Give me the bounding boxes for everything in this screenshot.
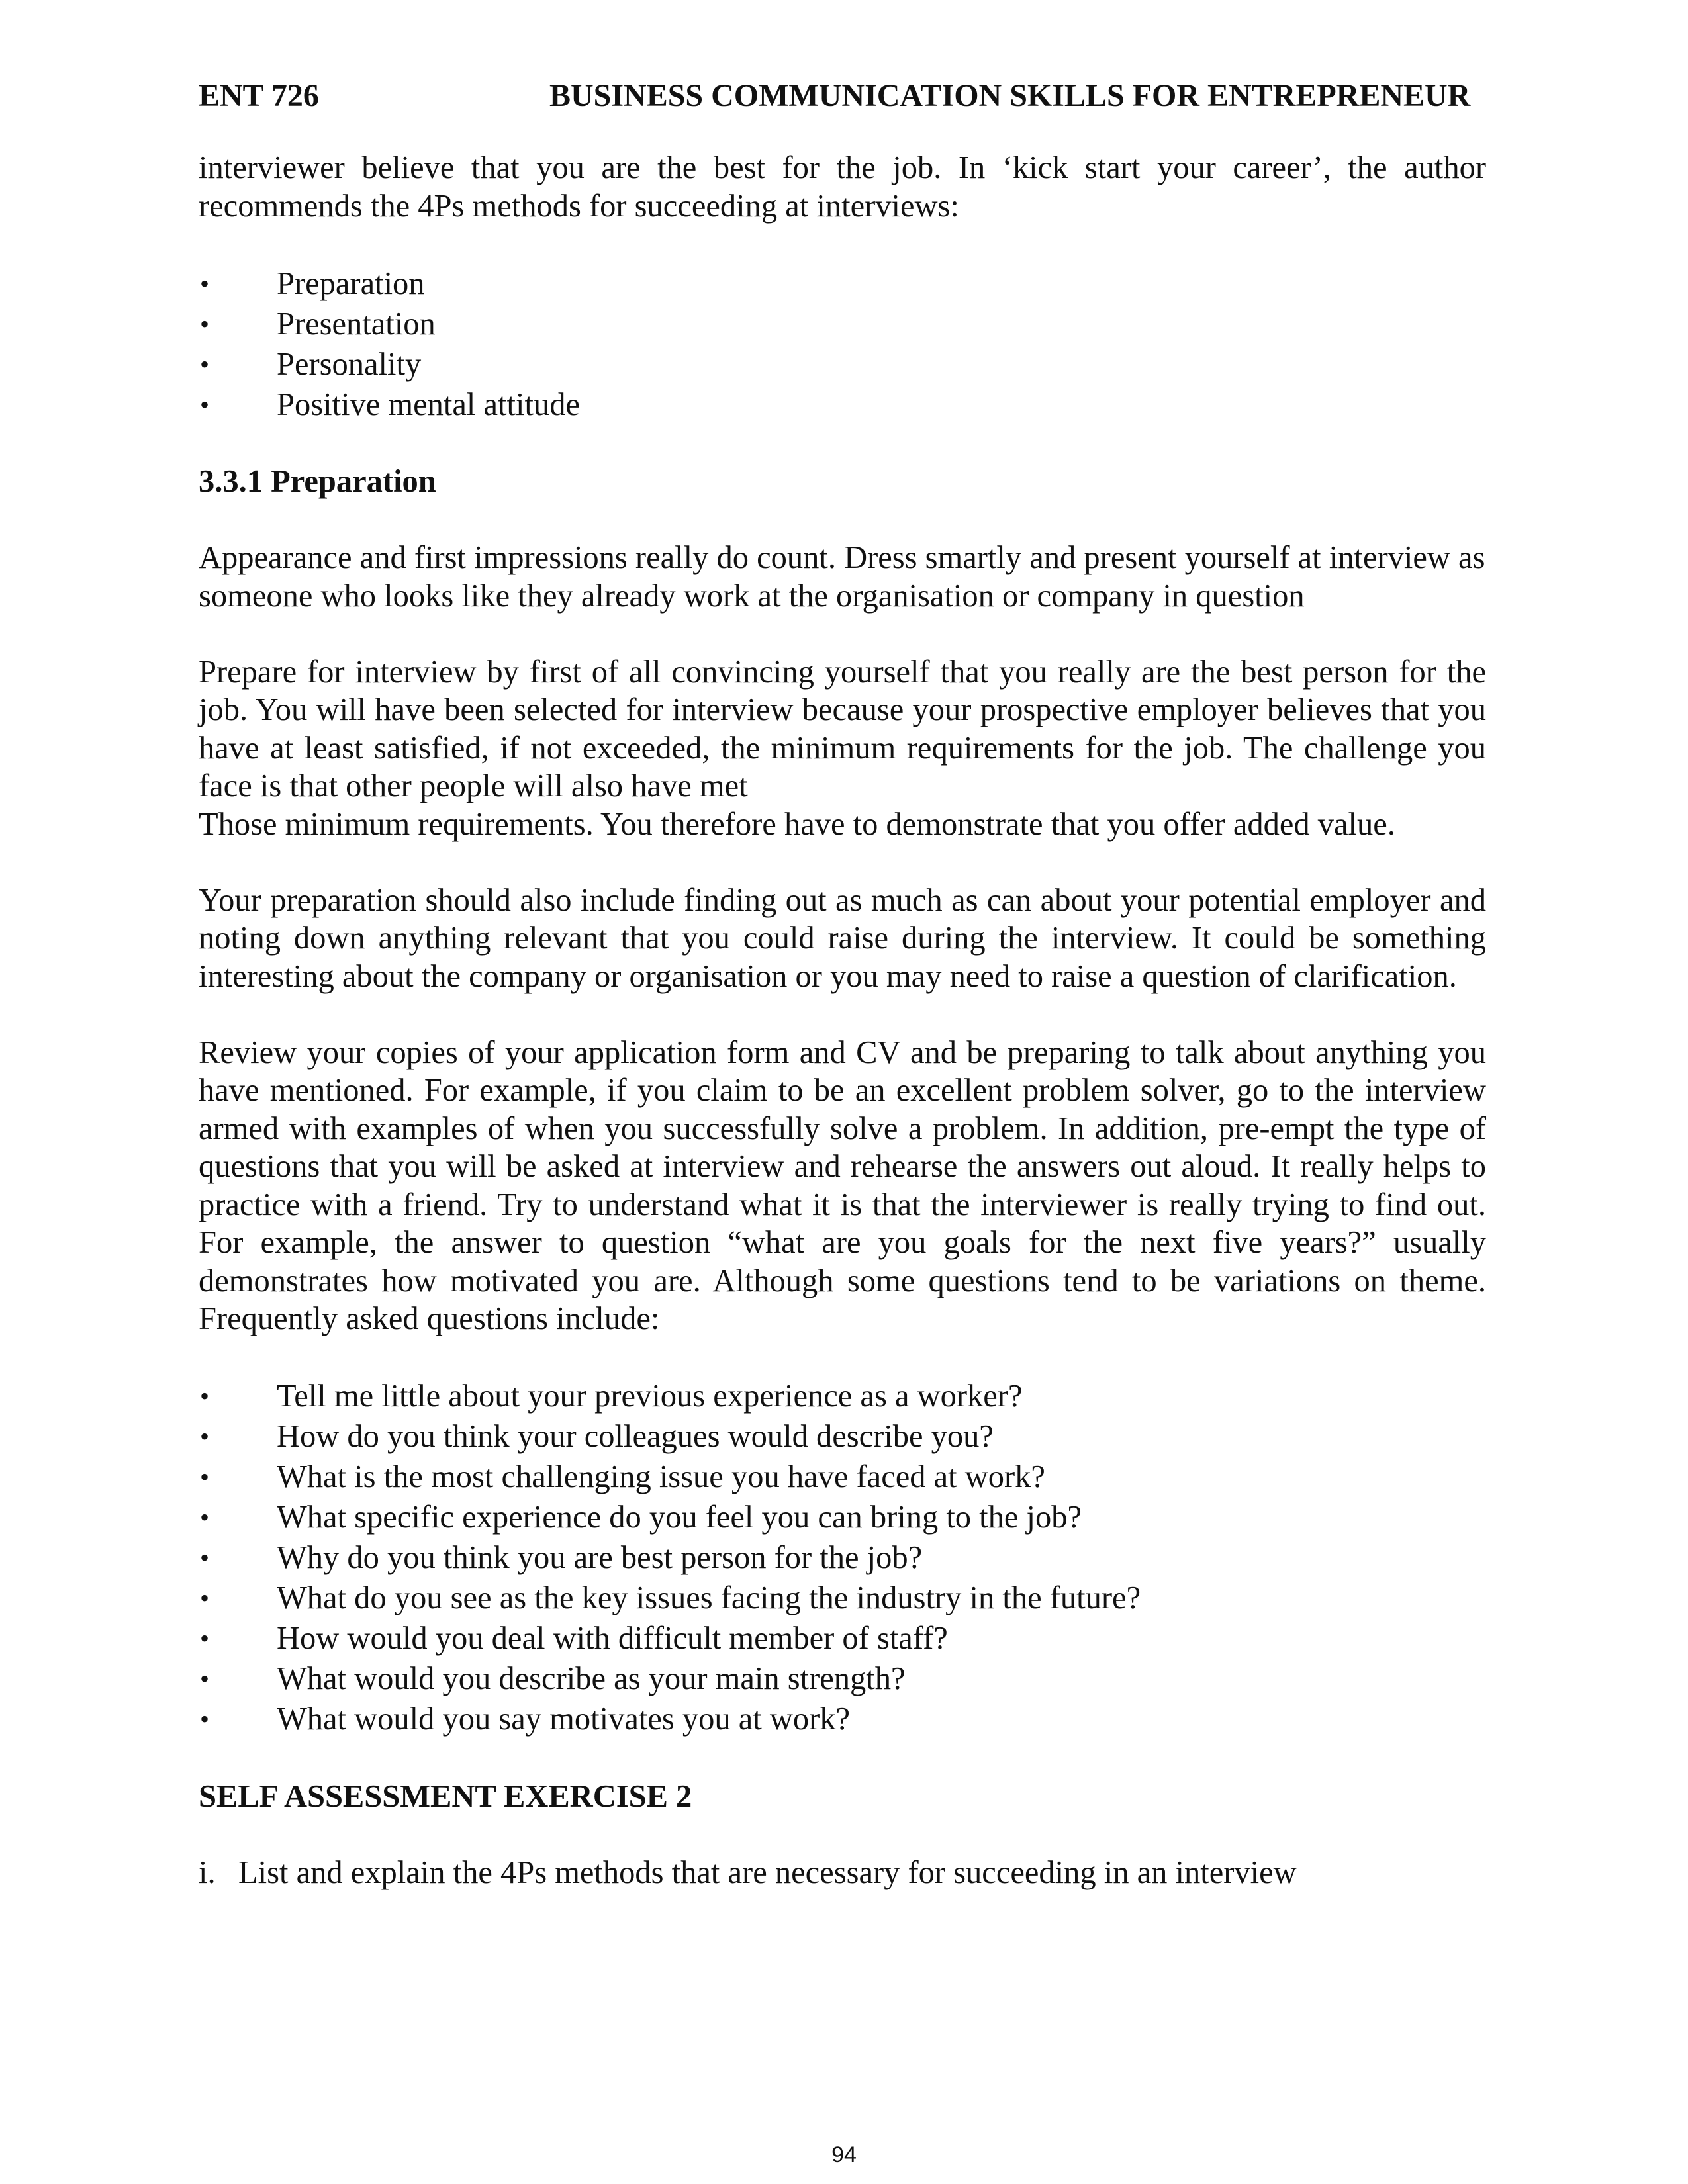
exercise-heading: SELF ASSESSMENT EXERCISE 2 xyxy=(199,1778,692,1814)
course-title: BUSINESS COMMUNICATION SKILLS FOR ENTREPRENEUR xyxy=(549,78,1471,113)
bullet-icon: • xyxy=(200,1502,210,1532)
section-heading: 3.3.1 Preparation xyxy=(199,464,436,499)
bullet-icon: • xyxy=(200,1462,210,1492)
intro-paragraph: interviewer believe that you are the best for the job. In ‘kick start your career’, the author recommends the 4Ps methods for succeeding at interviews: xyxy=(199,150,1486,224)
exercise-item-number: i. xyxy=(199,1854,216,1890)
list-item: • What specific experience do you feel you can bring to the job? xyxy=(199,1497,1486,1537)
list-item: • Presentation xyxy=(199,304,1486,344)
bullet-icon: • xyxy=(200,308,210,339)
bullet-icon: • xyxy=(200,268,210,298)
bullet-icon: • xyxy=(200,1704,210,1734)
bullet-icon: • xyxy=(200,1664,210,1694)
bullet-icon: • xyxy=(200,1583,210,1613)
bullet-icon: • xyxy=(200,1422,210,1451)
list-item: • Personality xyxy=(199,344,1486,385)
list-item: • Why do you think you are best person for the job? xyxy=(199,1537,1486,1578)
four-ps-list xyxy=(199,263,1486,425)
bullet-icon: • xyxy=(200,1623,210,1653)
prepare-continued-paragraph: Those minimum requirements. You therefore have to demonstrate that you offer added value. xyxy=(199,806,1395,842)
list-item: • How would you deal with difficult member of staff? xyxy=(199,1618,1486,1659)
course-code: ENT 726 xyxy=(199,78,319,113)
exercise-item-text: List and explain the 4Ps methods that are necessary for succeeding in an interview xyxy=(238,1854,1297,1890)
bullet-icon: • xyxy=(200,349,210,379)
list-item: • What do you see as the key issues facing the industry in the future? xyxy=(199,1578,1486,1618)
questions-list xyxy=(199,1376,1486,1739)
exercise-item xyxy=(199,1854,1486,1892)
list-item: • Tell me little about your previous experience as a worker? xyxy=(199,1376,1486,1416)
research-paragraph: Your preparation should also include finding out as much as can about your potential employer and noting down anything relevant that you could raise during the interview. It could be something interesting about the company or organisation or you may need to raise a question of clarification. xyxy=(199,882,1486,994)
bullet-icon: • xyxy=(200,1543,210,1572)
list-item: • What would you describe as your main strength? xyxy=(199,1659,1486,1699)
list-item: • Positive mental attitude xyxy=(199,385,1486,425)
list-item: • What is the most challenging issue you have faced at work? xyxy=(199,1457,1486,1497)
list-item: • Preparation xyxy=(199,263,1486,304)
prepare-paragraph: Prepare for interview by first of all convincing yourself that you really are the best person for the job. You will have been selected for interview because your prospective employer believes that you have at least satisfied, if not exceeded, the minimum requirements for the job. The challenge you face is that other people will also have met xyxy=(199,654,1486,803)
list-item: • How do you think your colleagues would describe you? xyxy=(199,1416,1486,1457)
review-paragraph: Review your copies of your application form and CV and be preparing to talk about anything you have mentioned. For example, if you claim to be an excellent problem solver, go to the interview armed with examples of when you successfully solve a problem. In addition, pre-empt the type of questions that you will be asked at interview and rehearse the answers out aloud. It really helps to practice with a friend. Try to understand what it is that the interviewer is really trying to find out. For example, the answer to question “what are you goals for the next five years?” usually demonstrates how motivated you are. Although some questions tend to be variations on theme. Frequently asked questions include: xyxy=(199,1034,1486,1336)
appearance-paragraph: Appearance and first impressions really do count. Dress smartly and present yourself at interview as someone who looks like they already work at the organisation or company in question xyxy=(199,540,1485,614)
page-body xyxy=(199,149,1486,1891)
bullet-icon: • xyxy=(200,389,210,420)
page-number: 94 xyxy=(831,2142,857,2167)
bullet-icon: • xyxy=(200,1381,210,1411)
list-item: • What would you say motivates you at work? xyxy=(199,1699,1486,1739)
